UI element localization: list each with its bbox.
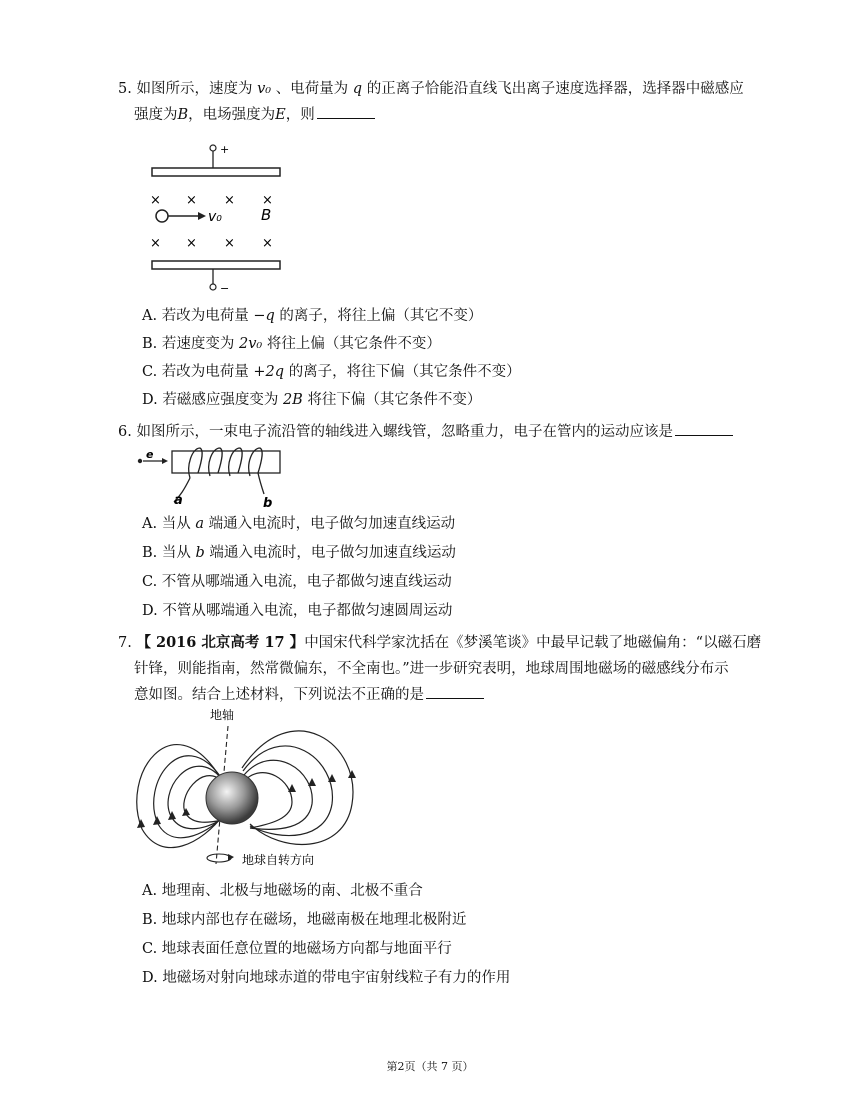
q6-option-c[interactable]: C. 不管从哪端通入电流，电子都做匀速直线运动: [142, 574, 452, 590]
rotation-ring: [207, 854, 231, 862]
bottom-plate: [152, 261, 280, 269]
q6-option-b[interactable]: B. 当从 b 端通入电流时，电子做匀加速直线运动: [142, 545, 456, 561]
q6-answer-blank[interactable]: [675, 421, 733, 436]
svg-text:×: ×: [186, 193, 197, 208]
q6-stem: 6. 如图所示，一束电子流沿管的轴线进入螺线管，忽略重力，电子在管内的运动应该是: [118, 421, 733, 443]
lead-b: [258, 473, 264, 494]
q6-option-d[interactable]: D. 不管从哪端通入电流，电子都做匀速圆周运动: [142, 603, 453, 619]
velocity-selector-figure: [140, 140, 300, 300]
q5-number: 5.: [118, 81, 132, 97]
top-plate: [152, 168, 280, 176]
svg-text:×: ×: [186, 236, 197, 251]
svg-text:×: ×: [150, 236, 161, 251]
positive-ion: [156, 210, 168, 222]
rotation-label: 地球自转方向: [242, 853, 315, 867]
q5-option-a[interactable]: A. 若改为电荷量 −q 的离子，将往上偏（其它不变）: [142, 308, 483, 324]
q7-stem-line-1: 7. 【 2016 北京高考 17 】中国宋代科学家沈括在《梦溪笔谈》中最早记载了地磁偏角：“以磁石磨: [118, 634, 762, 651]
q6-number: 6.: [118, 424, 132, 440]
q5-option-c[interactable]: C. 若改为电荷量 +2q 的离子，将往下偏（其它条件不变）: [142, 364, 521, 380]
q7-option-a[interactable]: A. 地理南、北极与地磁场的南、北极不重合: [142, 883, 423, 899]
q7-number: 7.: [118, 635, 132, 651]
negative-terminal: [210, 284, 216, 290]
a-label: a: [174, 493, 183, 508]
q7-option-d[interactable]: D. 地磁场对射向地球赤道的带电宇宙射线粒子有力的作用: [142, 970, 511, 986]
q7-stem-line-3: 意如图。结合上述材料，下列说法不正确的是: [134, 684, 484, 706]
svg-text:×: ×: [150, 193, 161, 208]
positive-terminal: [210, 145, 216, 151]
q5-option-b[interactable]: B. 若速度变为 2v₀ 将往上偏（其它条件不变）: [142, 336, 441, 352]
earth-magnetic-field-figure: [132, 704, 372, 876]
electron-dot: [138, 459, 142, 463]
q7-source: 【 2016 北京高考 17 】: [136, 634, 305, 651]
q7-option-b[interactable]: B. 地球内部也存在磁场，地磁南极在地理北极附近: [142, 912, 467, 928]
q7-option-c[interactable]: C. 地球表面任意位置的地磁场方向都与地面平行: [142, 941, 452, 957]
q7-answer-blank[interactable]: [426, 684, 484, 699]
svg-text:×: ×: [224, 236, 235, 251]
q7-stem-line-2: 针锋，则能指南，然常微偏东，不全南也。”进一步研究表明，地球周围地磁场的磁感线分布示: [134, 661, 729, 677]
b-label: b: [263, 496, 273, 511]
q5-v0: v₀: [257, 81, 272, 97]
earth-sphere: [206, 772, 258, 824]
solenoid-figure: [134, 448, 294, 512]
q5-stem-line-2: 强度为B，电场强度为E，则: [134, 104, 375, 126]
q5-q: q: [352, 81, 363, 97]
page-footer: 第2页（共 7 页）: [386, 1060, 474, 1073]
minus-label: −: [220, 282, 230, 295]
e-label: e: [146, 448, 154, 461]
svg-text:×: ×: [262, 193, 273, 208]
B-label: B: [261, 206, 272, 224]
svg-text:×: ×: [262, 236, 273, 251]
axis-label: 地轴: [210, 708, 235, 722]
v0-label: v₀: [208, 209, 222, 225]
plus-label: +: [220, 143, 230, 156]
q6-option-a[interactable]: A. 当从 a 端通入电流时，电子做匀加速直线运动: [142, 516, 456, 532]
svg-text:×: ×: [224, 193, 235, 208]
q5-answer-blank[interactable]: [317, 104, 375, 119]
q5-stem-line-1: 5. 如图所示，速度为 v₀ 、电荷量为 q 的正离子恰能沿直线飞出离子速度选择器，选择器中磁感应: [118, 81, 744, 97]
q5-option-d[interactable]: D. 若磁感应强度变为 2B 将往下偏（其它条件不变）: [142, 392, 482, 408]
